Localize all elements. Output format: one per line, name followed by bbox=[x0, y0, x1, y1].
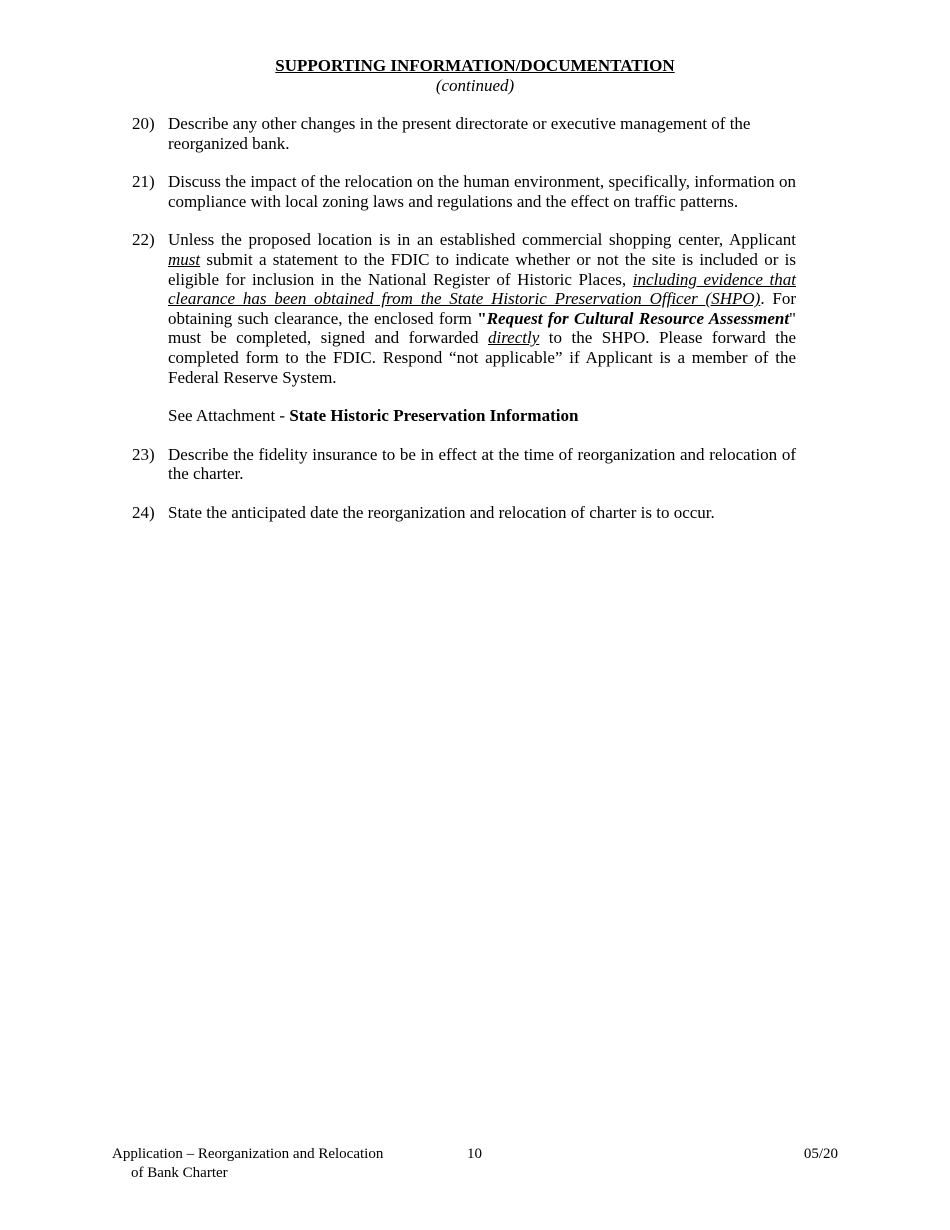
question-text: Describe any other changes in the present directorate or executive management of the reorganized bank. bbox=[168, 114, 751, 153]
form-name: Request for Cultural Resource Assessment bbox=[486, 308, 790, 328]
question-24 bbox=[132, 503, 796, 523]
form-close-quote: " bbox=[789, 308, 796, 328]
question-number: 23) bbox=[132, 444, 155, 464]
question-21 bbox=[132, 172, 796, 211]
text-run: must be completed, signed and forwarded bbox=[168, 328, 488, 348]
page-number: 10 bbox=[467, 1146, 482, 1162]
question-number: 24) bbox=[132, 502, 155, 522]
emphasis-evidence: including evidence that clearance has been obtained from the State Historic Preservation Officer (SHPO) bbox=[168, 269, 796, 309]
attachment-reference bbox=[168, 406, 796, 426]
question-text: Discuss the impact of the relocation on the human environment, specifically, information on compliance with local zoning laws and regulations and the effect on traffic patterns. bbox=[168, 172, 796, 211]
page-subtitle: (continued) bbox=[435, 75, 515, 95]
footer-title-line2: of Bank Charter bbox=[131, 1165, 228, 1181]
question-list bbox=[132, 114, 796, 542]
footer-title-line1: Application – Reorganization and Relocation bbox=[112, 1146, 384, 1162]
page-footer bbox=[112, 1145, 838, 1185]
page-header bbox=[0, 56, 950, 95]
footer-document-title bbox=[112, 1145, 383, 1183]
page-title: SUPPORTING INFORMATION/DOCUMENTATION bbox=[275, 56, 675, 75]
question-23 bbox=[132, 445, 796, 484]
question-22 bbox=[132, 230, 796, 387]
question-text: Describe the fidelity insurance to be in effect at the time of reorganization and relocation of the charter. bbox=[168, 444, 796, 484]
question-number: 22) bbox=[132, 230, 155, 250]
attachment-prefix: See Attachment - bbox=[168, 406, 290, 426]
question-20 bbox=[132, 114, 796, 153]
question-number: 20) bbox=[132, 114, 155, 133]
form-open-quote: " bbox=[477, 308, 487, 328]
text-run: Unless the proposed location is in an established commercial shopping center, Applicant bbox=[168, 230, 796, 250]
attachment-name: State Historic Preservation Information bbox=[289, 406, 579, 426]
text-run: to the SHPO. Please forward the completed form to the FDIC. Respond “not applicable” if Applicant is a member of the Federal Reserve System. bbox=[168, 328, 796, 387]
footer-date: 05/20 bbox=[803, 1146, 838, 1162]
text-run: submit a statement to the FDIC to indicate whether or not the site is included or is eligible for inclusion in the National Register of Historic Places, bbox=[168, 249, 796, 289]
question-text: State the anticipated date the reorganization and relocation of charter is to occur. bbox=[168, 502, 715, 522]
question-number: 21) bbox=[132, 172, 155, 192]
question-text bbox=[168, 230, 796, 387]
emphasis-must: must bbox=[168, 249, 201, 269]
text-run: . For obtaining such clearance, the enclosed form bbox=[168, 289, 796, 328]
emphasis-directly: directly bbox=[487, 328, 540, 348]
